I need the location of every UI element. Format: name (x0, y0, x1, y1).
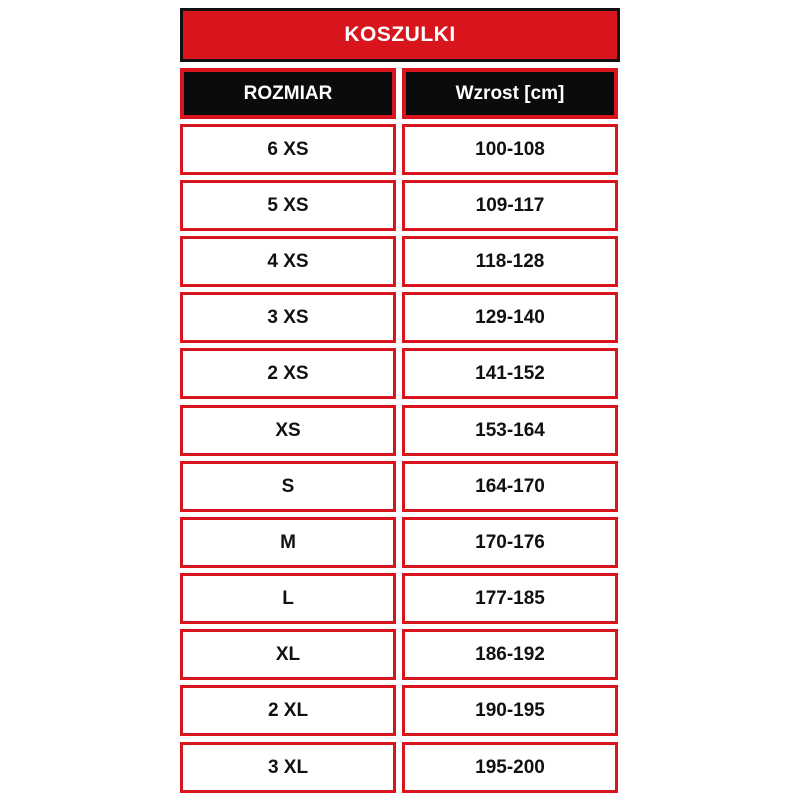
height-cell: 164-170 (402, 461, 618, 512)
header-height: Wzrost [cm] (402, 68, 618, 119)
height-cell: 177-185 (402, 573, 618, 624)
size-cell: XS (180, 405, 396, 456)
header-size: ROZMIAR (180, 68, 396, 119)
table-title: KOSZULKI (344, 23, 456, 46)
size-cell: 4 XS (180, 236, 396, 287)
size-cell: 3 XS (180, 292, 396, 343)
size-cell: 2 XL (180, 685, 396, 736)
height-cell: 129-140 (402, 292, 618, 343)
size-cell: 3 XL (180, 742, 396, 793)
size-cell: L (180, 573, 396, 624)
size-cell: 5 XS (180, 180, 396, 231)
height-cell: 153-164 (402, 405, 618, 456)
height-cell: 186-192 (402, 629, 618, 680)
size-cell: M (180, 517, 396, 568)
height-cell: 195-200 (402, 742, 618, 793)
height-cell: 118-128 (402, 236, 618, 287)
size-cell: 6 XS (180, 124, 396, 175)
height-cell: 170-176 (402, 517, 618, 568)
title-bar (180, 8, 620, 62)
size-cell: XL (180, 629, 396, 680)
size-cell: S (180, 461, 396, 512)
height-cell: 141-152 (402, 348, 618, 399)
height-cell: 190-195 (402, 685, 618, 736)
height-cell: 100-108 (402, 124, 618, 175)
size-cell: 2 XS (180, 348, 396, 399)
height-cell: 109-117 (402, 180, 618, 231)
